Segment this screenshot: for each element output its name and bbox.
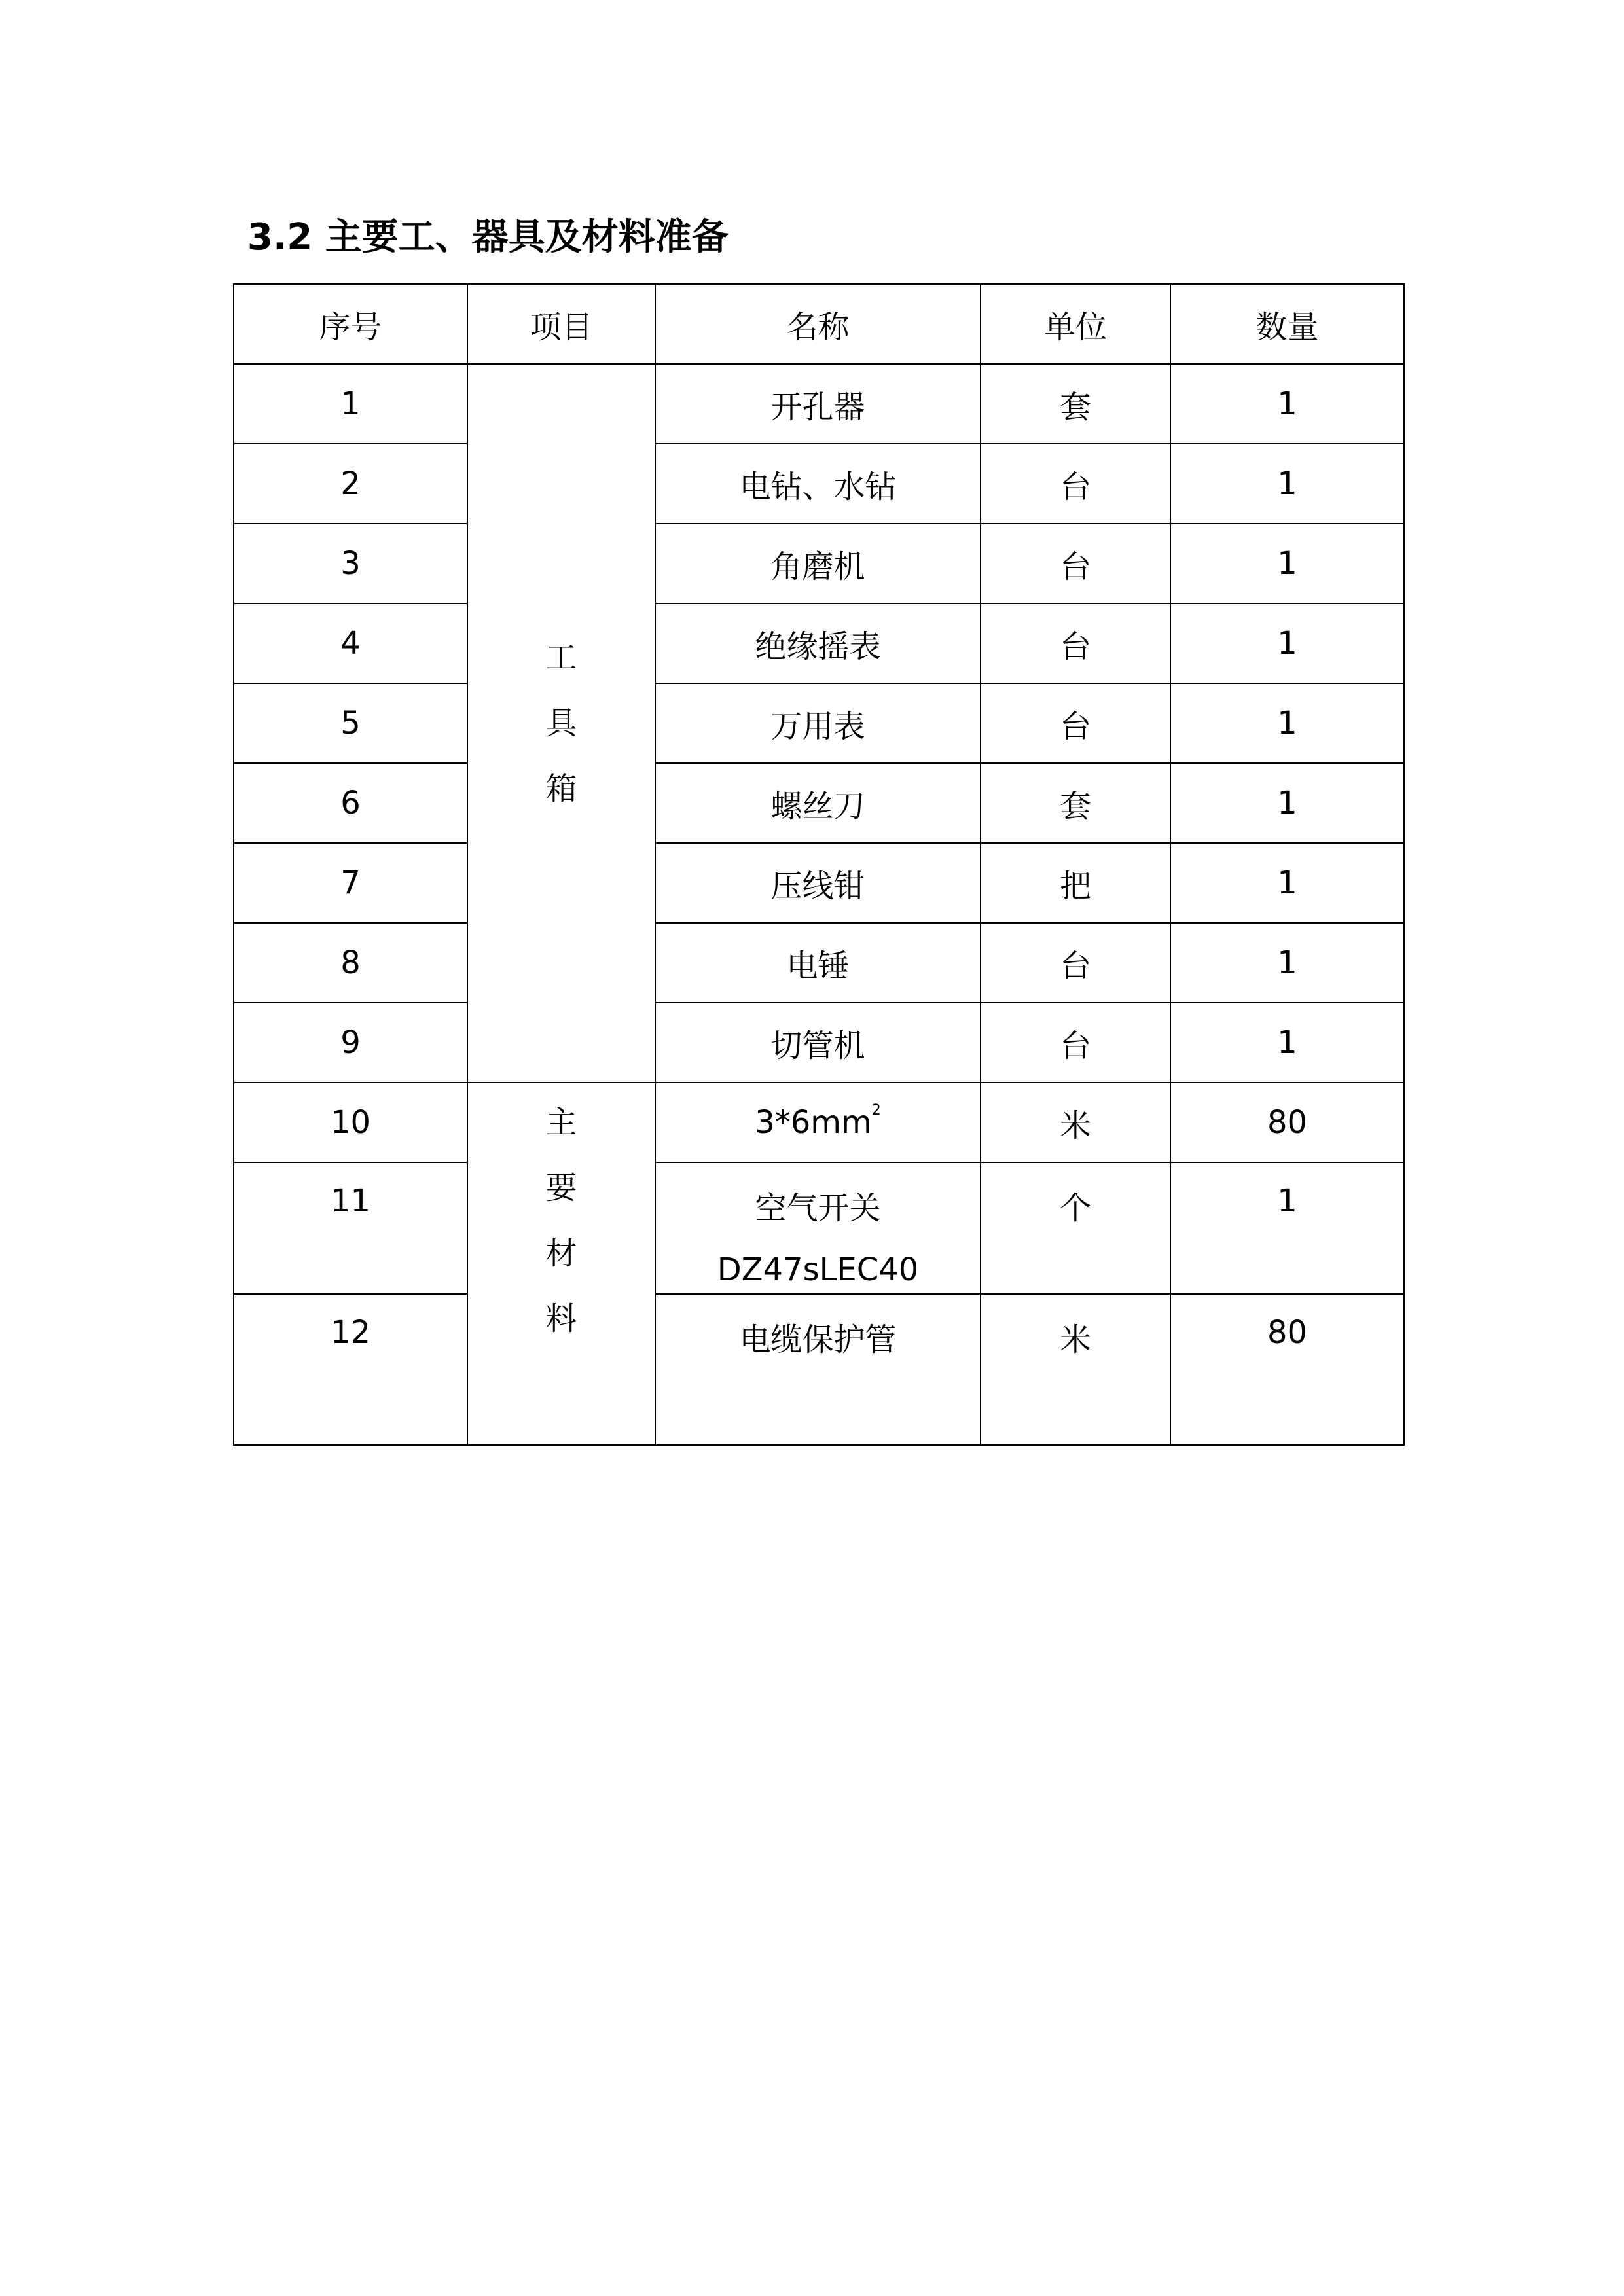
table-row: [234, 364, 1404, 444]
row-name: 角磨机: [655, 524, 981, 603]
row-no: 2: [234, 444, 467, 524]
row-unit: 台: [981, 524, 1170, 603]
table-row: [234, 1162, 1404, 1294]
row-no: 7: [234, 843, 467, 923]
table-row: [234, 524, 1404, 603]
table-row: [234, 1083, 1404, 1162]
row-qty: 1: [1170, 923, 1404, 1003]
row-unit: 台: [981, 603, 1170, 683]
row-qty: 80: [1170, 1083, 1404, 1162]
table-row: [234, 444, 1404, 524]
table-header-row: [234, 284, 1404, 364]
row-unit: 米: [981, 1083, 1170, 1162]
row-no: 5: [234, 683, 467, 763]
group-label-main-materials: 主 要 材 料: [467, 1083, 655, 1445]
row-qty: 1: [1170, 683, 1404, 763]
row-name: $3*6mm^2$: [655, 1083, 981, 1162]
section-title: 3.2 主要工、器具及材料准备: [247, 216, 729, 259]
table-row: [234, 1003, 1404, 1083]
row-qty: 1: [1170, 843, 1404, 923]
row-no: 4: [234, 603, 467, 683]
row-qty: 1: [1170, 763, 1404, 843]
row-name: 万用表: [655, 683, 981, 763]
row-qty: 80: [1170, 1294, 1404, 1445]
row-name: 压线钳: [655, 843, 981, 923]
group-label-toolbox: 工 具 箱: [467, 364, 655, 1083]
row-no: 10: [234, 1083, 467, 1162]
row-unit: 台: [981, 1003, 1170, 1083]
table-row: [234, 1294, 1404, 1445]
row-no: 12: [234, 1294, 467, 1445]
row-qty: 1: [1170, 1003, 1404, 1083]
row-name: 切管机: [655, 1003, 981, 1083]
row-unit: 个: [981, 1162, 1170, 1294]
row-no: 6: [234, 763, 467, 843]
table-row: [234, 603, 1404, 683]
materials-table: [233, 283, 1405, 1446]
row-unit: 套: [981, 364, 1170, 444]
header-unit: 单位: [981, 284, 1170, 364]
row-name: 空气开关 DZ47sLEC40: [655, 1162, 981, 1294]
row-unit: 台: [981, 444, 1170, 524]
row-no: 9: [234, 1003, 467, 1083]
row-no: 8: [234, 923, 467, 1003]
row-unit: 套: [981, 763, 1170, 843]
row-name: 螺丝刀: [655, 763, 981, 843]
row-unit: 把: [981, 843, 1170, 923]
header-qty: 数量: [1170, 284, 1404, 364]
table-row: [234, 843, 1404, 923]
table-row: [234, 923, 1404, 1003]
row-qty: 1: [1170, 444, 1404, 524]
row-no: 11: [234, 1162, 467, 1294]
table-row: [234, 763, 1404, 843]
row-unit: 台: [981, 923, 1170, 1003]
row-qty: 1: [1170, 1162, 1404, 1294]
header-name: 名称: [655, 284, 981, 364]
row-qty: 1: [1170, 524, 1404, 603]
header-item: 项目: [467, 284, 655, 364]
row-name: 开孔器: [655, 364, 981, 444]
row-no: 1: [234, 364, 467, 444]
row-name: 电缆保护管: [655, 1294, 981, 1445]
row-qty: 1: [1170, 364, 1404, 444]
table-row: [234, 683, 1404, 763]
row-no: 3: [234, 524, 467, 603]
row-unit: 米: [981, 1294, 1170, 1445]
header-no: 序号: [234, 284, 467, 364]
row-name: 电钻、水钻: [655, 444, 981, 524]
row-name: 绝缘摇表: [655, 603, 981, 683]
row-qty: 1: [1170, 603, 1404, 683]
row-name: 电锤: [655, 923, 981, 1003]
superscript: 2: [871, 1102, 881, 1119]
row-unit: 台: [981, 683, 1170, 763]
